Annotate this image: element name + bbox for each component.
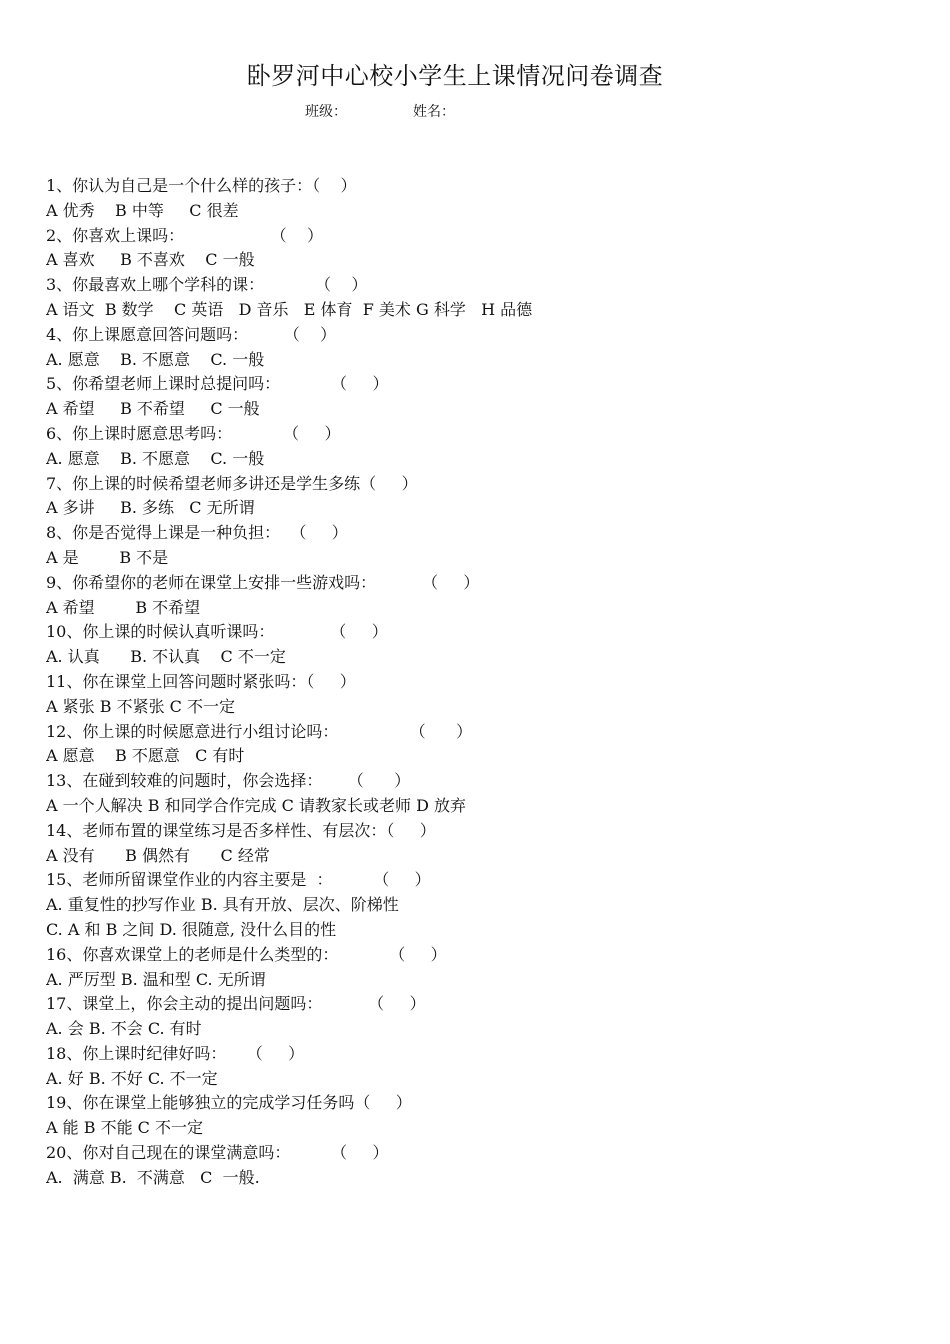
question-text: 1、你认为自己是一个什么样的孩子：（ ） [46, 176, 357, 195]
question-text: 4、你上课愿意回答问题吗： （ ） [46, 324, 337, 344]
name-label: 姓名： [413, 104, 455, 120]
question-text: 19、你在课堂上能够独立的完成学习任务吗（ ） [46, 1093, 412, 1113]
question-text: 9、你希望你的老师在课堂上安排一些游戏吗： （ ） [46, 572, 480, 592]
answer-options: A 愿意 B 不愿意 C 有时 [46, 746, 245, 766]
answer-options: A. 认真 B. 不认真 C 不一定 [46, 647, 286, 667]
student-info-line [305, 101, 455, 121]
answer-options: A. 严厉型 B. 温和型 C. 无所谓 [46, 969, 266, 989]
answer-options: A. 会 B. 不会 C. 有时 [46, 1019, 202, 1039]
answer-options: A. 愿意 B. 不愿意 C. 一般 [46, 349, 265, 369]
question-text: 15、老师所留课堂作业的内容主要是 ： （ ） [46, 870, 431, 890]
answer-options: A 紧张 B 不紧张 C 不一定 [46, 696, 235, 716]
answer-options: A 语文 B 数学 C 英语 D 音乐 E 体育 F 美术 G 科学 H 品德 [46, 299, 533, 319]
question-text: 3、你最喜欢上哪个学科的课： （ ） [46, 275, 368, 295]
answer-options: A. 满意 B. 不满意 C 一般. [46, 1167, 260, 1187]
question-text: 16、你喜欢课堂上的老师是什么类型的： （ ） [46, 944, 447, 964]
answer-options: A 优秀 B 中等 C 很差 [46, 200, 239, 220]
question-text: 6、你上课时愿意思考吗： （ ） [46, 423, 341, 443]
answer-options: A 一个人解决 B 和同学合作完成 C 请教家长或老师 D 放弃 [46, 795, 466, 815]
page-title: 卧罗河中心校小学生上课情况问卷调查 [246, 62, 664, 90]
answer-options: C. A 和 B 之间 D. 很随意, 没什么目的性 [46, 919, 337, 939]
answer-options: A. 愿意 B. 不愿意 C. 一般 [46, 448, 265, 468]
question-text: 8、你是否觉得上课是一种负担： （ ） [46, 523, 348, 543]
answer-options: A 喜欢 B 不喜欢 C 一般 [46, 250, 255, 270]
class-label: 班级： [305, 104, 347, 120]
question-text: 20、你对自己现在的课堂满意吗： （ ） [46, 1143, 389, 1163]
question-text: 5、你希望老师上课时总提问吗： （ ） [46, 374, 389, 394]
answer-options: A 多讲 B. 多练 C 无所谓 [46, 498, 255, 518]
question-text: 18、你上课时纪律好吗： （ ） [46, 1043, 305, 1063]
answer-options: A 希望 B 不希望 C 一般 [46, 399, 260, 419]
answer-options: A 能 B 不能 C 不一定 [46, 1118, 203, 1138]
question-text: 17、课堂上，你会主动的提出问题吗： （ ） [46, 994, 426, 1014]
question-text: 10、你上课的时候认真听课吗： （ ） [46, 622, 388, 642]
question-text: 11、你在课堂上回答问题时紧张吗：（ ） [46, 671, 356, 691]
question-text: 14、老师布置的课堂练习是否多样性、有层次：（ ） [46, 820, 436, 840]
question-text: 13、在碰到较难的问题时，你会选择： （ ） [46, 771, 411, 791]
answer-options: A. 重复性的抄写作业 B. 具有开放、层次、阶梯性 [46, 895, 399, 915]
question-text: 2、你喜欢上课吗： （ ） [46, 225, 323, 245]
question-text: 7、你上课的时候希望老师多讲还是学生多练（ ） [46, 473, 418, 493]
answer-options: A 没有 B 偶然有 C 经常 [46, 845, 270, 865]
question-list [46, 174, 926, 1191]
answer-options: A 是 B 不是 [46, 547, 169, 567]
answer-options: A 希望 B 不希望 [46, 597, 201, 617]
question-text: 12、你上课的时候愿意进行小组讨论吗： （ ） [46, 721, 473, 741]
answer-options: A. 好 B. 不好 C. 不一定 [46, 1068, 218, 1088]
